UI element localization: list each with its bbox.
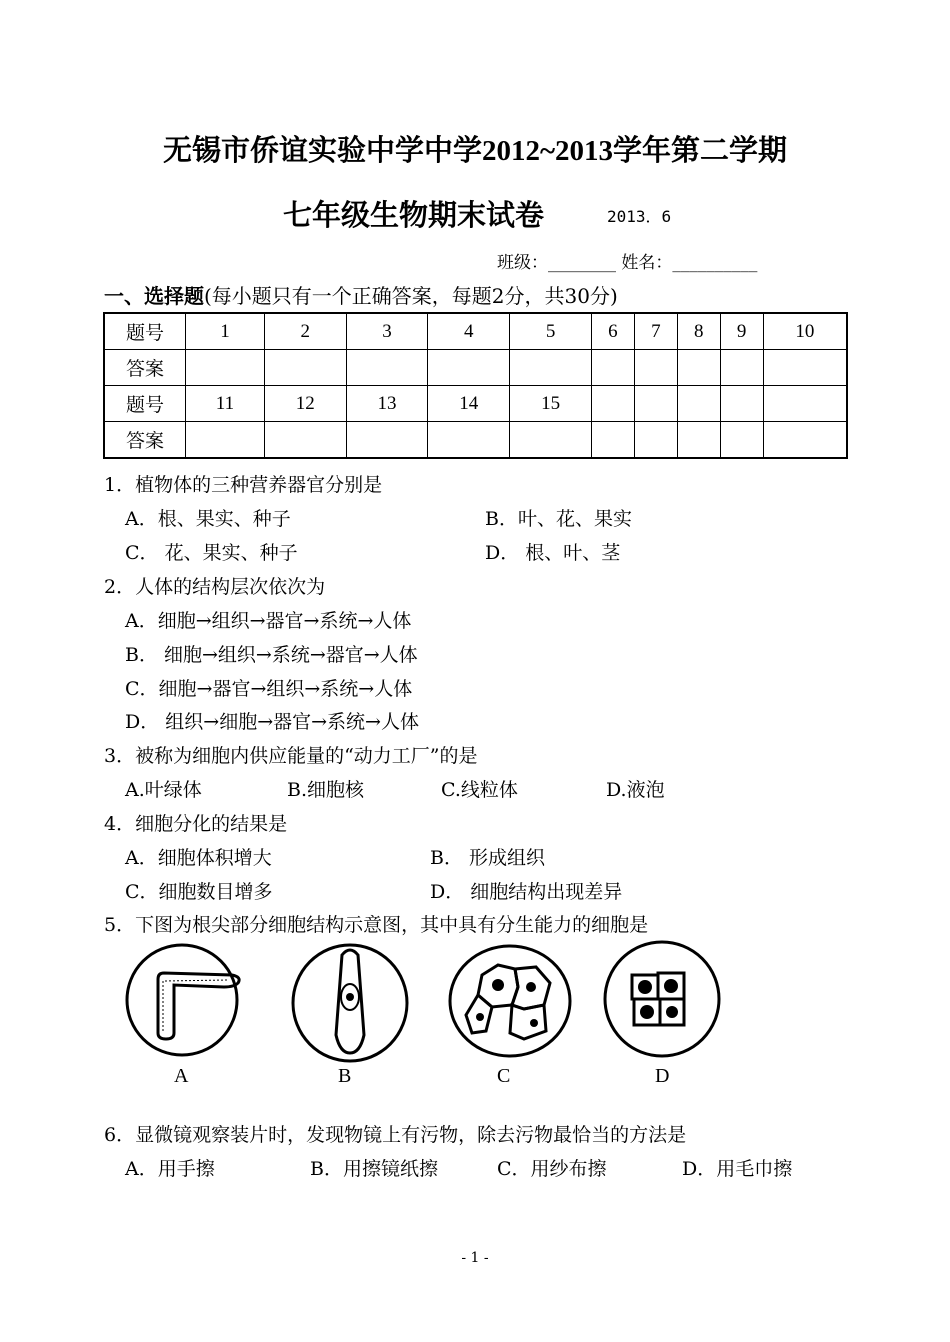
table-cell: 14: [428, 386, 510, 422]
answer-table: [103, 312, 848, 459]
table-cell: 题号: [104, 313, 186, 350]
table-cell: [677, 386, 720, 422]
table-row: [104, 350, 847, 386]
table-cell: 2: [264, 313, 346, 350]
cell-b-diagram: [293, 945, 407, 1061]
table-cell: [591, 386, 634, 422]
table-cell: [763, 422, 847, 459]
q3-option-d: D.液泡: [606, 779, 665, 801]
title-line-1: 无锡市侨谊实验中学中学2012~2013学年第二学期: [162, 135, 788, 167]
q3-option-b: B.细胞核: [287, 779, 365, 801]
answer-cell[interactable]: [186, 422, 265, 459]
table-row: [104, 313, 847, 350]
table-cell: 题号: [104, 386, 186, 422]
answer-cell[interactable]: [763, 350, 847, 386]
q2-option-c: C．细胞→器官→组织→系统→人体: [125, 678, 413, 700]
table-cell: 7: [634, 313, 677, 350]
q6-option-a: A．用手擦: [125, 1158, 215, 1180]
table-cell: 11: [186, 386, 265, 422]
answer-cell[interactable]: [264, 350, 346, 386]
figure-label-b: B: [338, 1065, 352, 1087]
q4-stem: 4．细胞分化的结果是: [104, 813, 288, 835]
q4-option-c: C．细胞数目增多: [125, 881, 273, 903]
answer-cell[interactable]: [428, 350, 510, 386]
answer-cell[interactable]: [186, 350, 265, 386]
table-cell: [634, 422, 677, 459]
q3-option-c: C.线粒体: [441, 779, 518, 801]
q4-option-a: A．细胞体积增大: [125, 847, 272, 869]
table-cell: [720, 422, 763, 459]
page-number: - 1 -: [461, 1250, 489, 1266]
q6-option-c: C．用纱布擦: [497, 1158, 607, 1180]
table-cell: 9: [720, 313, 763, 350]
q2-stem: 2．人体的结构层次依次为: [104, 576, 326, 598]
q6-option-d: D．用毛巾擦: [682, 1158, 793, 1180]
root-tip-cells-figure: [120, 935, 840, 1095]
table-cell: 答案: [104, 350, 186, 386]
table-row: [104, 422, 847, 459]
q2-option-d: D． 组织→细胞→器官→系统→人体: [125, 711, 419, 733]
table-row: [104, 386, 847, 422]
q3-stem: 3．被称为细胞内供应能量的“动力工厂”的是: [104, 745, 478, 767]
answer-cell[interactable]: [677, 350, 720, 386]
answer-cell[interactable]: [591, 350, 634, 386]
class-name-line: 班级：________ 姓名：__________: [497, 253, 758, 273]
figure-label-a: A: [174, 1065, 189, 1087]
cell-d-diagram: [605, 942, 719, 1056]
table-cell: 15: [510, 386, 592, 422]
section-heading: [104, 280, 618, 309]
table-cell: [634, 386, 677, 422]
answer-cell[interactable]: [346, 350, 428, 386]
table-cell: 4: [428, 313, 510, 350]
table-cell: 答案: [104, 422, 186, 459]
table-cell: 3: [346, 313, 428, 350]
q3-option-a: A.叶绿体: [125, 779, 202, 801]
answer-cell[interactable]: [634, 350, 677, 386]
q4-option-d: D． 细胞结构出现差异: [430, 881, 623, 903]
answer-cell[interactable]: [264, 422, 346, 459]
section-title: 一、选择题: [104, 284, 204, 308]
answer-cell[interactable]: [346, 422, 428, 459]
table-cell: [720, 386, 763, 422]
cell-c-diagram: [450, 946, 570, 1056]
answer-cell[interactable]: [510, 350, 592, 386]
cell-a-diagram: [127, 945, 239, 1055]
q2-option-b: B． 细胞→组织→系统→器官→人体: [125, 644, 418, 666]
q2-option-a: A．细胞→组织→器官→系统→人体: [125, 610, 412, 632]
q6-option-b: B．用擦镜纸擦: [310, 1158, 438, 1180]
q1-option-b: B．叶、花、果实: [485, 508, 632, 530]
answer-cell[interactable]: [720, 350, 763, 386]
q1-option-a: A．根、果实、种子: [125, 508, 291, 530]
table-cell: 1: [186, 313, 265, 350]
q4-option-b: B． 形成组织: [430, 847, 546, 869]
table-cell: 6: [591, 313, 634, 350]
table-cell: [677, 422, 720, 459]
exam-date: 2013．6: [607, 207, 672, 226]
table-cell: [591, 422, 634, 459]
table-cell: 13: [346, 386, 428, 422]
answer-cell[interactable]: [428, 422, 510, 459]
table-cell: 12: [264, 386, 346, 422]
q5-stem: 5．下图为根尖部分细胞结构示意图，其中具有分生能力的细胞是: [104, 914, 649, 936]
table-cell: 8: [677, 313, 720, 350]
q6-stem: 6．显微镜观察装片时，发现物镜上有污物，除去污物最恰当的方法是: [104, 1124, 687, 1146]
table-cell: 5: [510, 313, 592, 350]
q1-option-c: C． 花、果实、种子: [125, 542, 298, 564]
table-cell: [763, 386, 847, 422]
q1-stem: 1．植物体的三种营养器官分别是: [104, 474, 383, 496]
figure-label-c: C: [497, 1065, 511, 1087]
q1-option-d: D． 根、叶、茎: [485, 542, 621, 564]
figure-label-d: D: [655, 1065, 670, 1087]
title-line-2: 七年级生物期末试卷: [283, 200, 545, 232]
answer-cell[interactable]: [510, 422, 592, 459]
table-cell: 10: [763, 313, 847, 350]
section-note: (每小题只有一个正确答案，每题2分，共30分): [204, 284, 618, 308]
